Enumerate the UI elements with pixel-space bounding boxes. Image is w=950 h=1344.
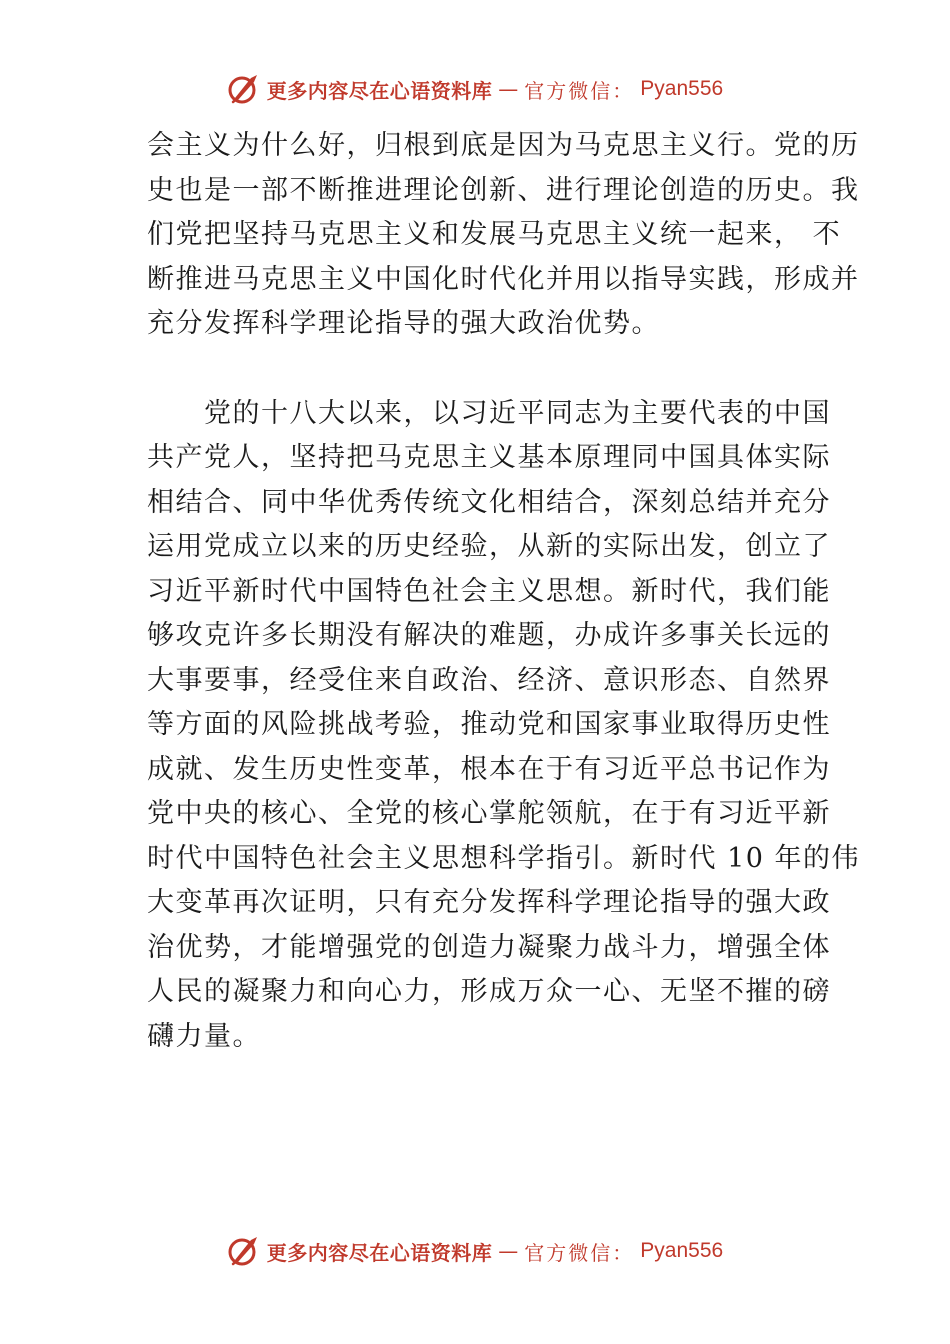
paragraph-line: 等方面的风险挑战考验，推动党和国家事业取得历史性 bbox=[147, 709, 831, 740]
paragraph-line: 相结合、同中华优秀传统文化相结合，深刻总结并充分 bbox=[147, 486, 831, 518]
paragraph-line: 人民的凝聚力和向心力，形成万众一心、无坚不摧的磅 bbox=[147, 976, 831, 1007]
quill-pen-logo-icon bbox=[227, 72, 261, 106]
paragraph-line: 习近平新时代中国特色社会主义思想。新时代，我们能 bbox=[147, 575, 831, 607]
paragraph-1 bbox=[147, 124, 860, 347]
header-brand-text: 更多内容尽在心语资料库 bbox=[266, 78, 493, 103]
header-separator: — bbox=[498, 77, 519, 101]
paragraph-2 bbox=[147, 392, 861, 1060]
paragraph-line: 够攻克许多长期没有解决的难题，办成许多事关长远的 bbox=[147, 620, 831, 651]
quill-pen-logo-icon bbox=[227, 1234, 261, 1268]
paragraph-line: 成就、发生历史性变革，根本在于有习近平总书记作为 bbox=[147, 753, 831, 785]
footer-wechat-label: 官方微信： bbox=[524, 1240, 635, 1265]
footer-brand-text: 更多内容尽在心语资料库 bbox=[266, 1240, 493, 1265]
paragraph-line: 时代中国特色社会主义思想科学指引。新时代 10 年的伟 bbox=[147, 842, 861, 874]
header-wechat-label: 官方微信： bbox=[524, 78, 635, 103]
footer-separator: — bbox=[498, 1239, 519, 1263]
paragraph-line: 党中央的核心、全党的核心掌舵领航，在于有习近平新 bbox=[147, 798, 831, 829]
footer-banner bbox=[0, 1234, 950, 1268]
footer-wechat-id: Pyan556 bbox=[640, 1239, 724, 1262]
paragraph-line: 史也是一部不断推进理论创新、进行理论创造的历史。我 bbox=[147, 174, 860, 206]
paragraph-line: 共产党人，坚持把马克思主义基本原理同中国具体实际 bbox=[147, 442, 831, 473]
paragraph-line: 党的十八大以来，以习近平同志为主要代表的中国 bbox=[147, 397, 831, 429]
paragraph-line: 运用党成立以来的历史经验，从新的实际出发，创立了 bbox=[147, 531, 831, 562]
paragraph-line: 会主义为什么好，归根到底是因为马克思主义行。党的历 bbox=[147, 130, 860, 161]
paragraph-line: 治优势，才能增强党的创造力凝聚力战斗力，增强全体 bbox=[147, 931, 831, 963]
paragraph-line: 大事要事，经受住来自政治、经济、意识形态、自然界 bbox=[147, 664, 831, 696]
paragraph-line: 大变革再次证明，只有充分发挥科学理论指导的强大政 bbox=[147, 887, 831, 918]
paragraph-line: 断推进马克思主义中国化时代化并用以指导实践，形成并 bbox=[147, 263, 860, 295]
document-body bbox=[147, 124, 861, 1059]
header-banner bbox=[0, 72, 950, 106]
paragraph-line: 充分发挥科学理论指导的强大政治优势。 bbox=[147, 308, 660, 339]
paragraph-line: 们党把坚持马克思主义和发展马克思主义统一起来， 不 bbox=[147, 219, 842, 250]
header-wechat-id: Pyan556 bbox=[640, 77, 724, 100]
paragraph-line: 礴力量。 bbox=[147, 1020, 261, 1052]
